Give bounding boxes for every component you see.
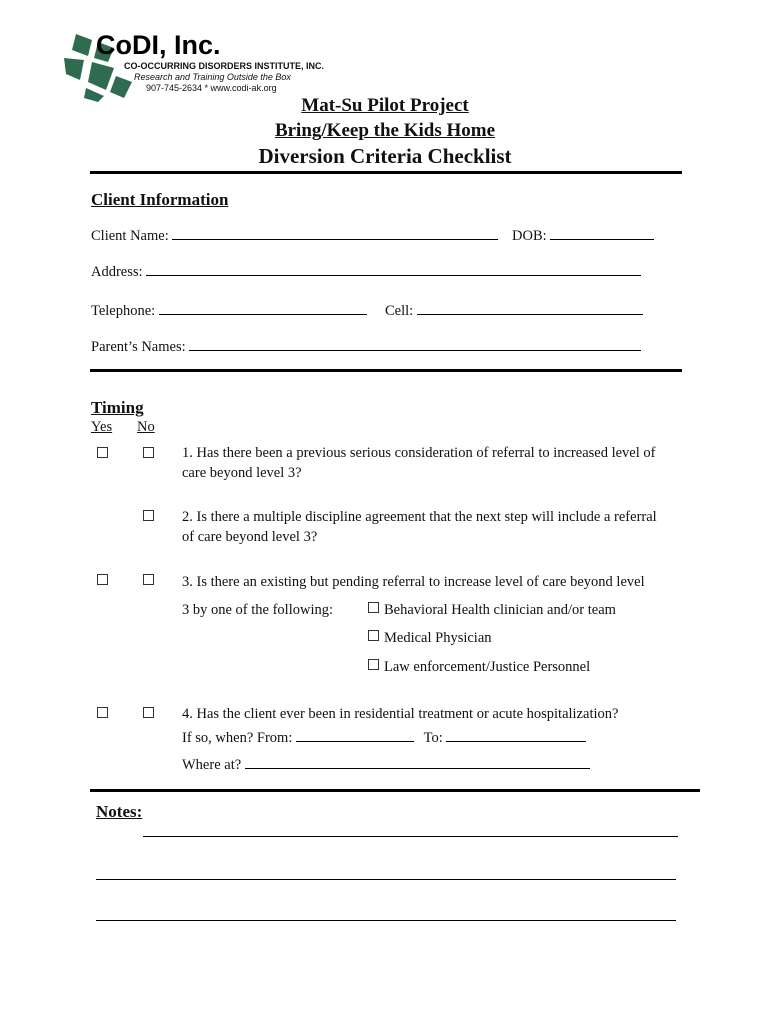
q3-option-3-checkbox[interactable] [368,659,379,670]
cell-row [385,303,643,320]
q1-text-line-1: 1. Has there been a previous serious consideration of referral to increased level of [182,445,656,461]
q4-to-field[interactable] [446,730,586,742]
client-name-field[interactable] [172,228,498,240]
q4-from-field[interactable] [296,730,414,742]
client-name-label: Client Name: [91,228,169,244]
parents-label: Parent’s Names: [91,339,186,355]
q2-no-checkbox[interactable] [143,510,154,521]
q4-where-field[interactable] [245,757,590,769]
header-divider [90,171,682,174]
q4-where-label: Where at? [182,757,242,773]
notes-line-3[interactable] [96,920,676,921]
q1-text-line-2: care beyond level 3? [182,465,302,481]
logo-line-2: Research and Training Outside the Box [134,72,291,82]
notes-heading: Notes: [96,802,143,821]
q4-from-label: If so, when? From: [182,730,293,746]
q1-yes-checkbox[interactable] [97,447,108,458]
q3-option-1-label: Behavioral Health clinician and/or team [384,602,616,618]
q1-no-checkbox[interactable] [143,447,154,458]
logo-name: CoDI, Inc. [96,30,221,60]
q3-no-checkbox[interactable] [143,574,154,585]
q2-text-line-2: of care beyond level 3? [182,529,318,545]
parents-field[interactable] [189,339,641,351]
parents-row [91,339,641,356]
timing-divider [90,789,700,792]
logo-line-1: CO-OCCURRING DISORDERS INSTITUTE, INC. [124,61,325,71]
cell-label: Cell: [385,303,414,319]
q3-text-line-2: 3 by one of the following: [182,602,334,618]
project-title: Mat-Su Pilot Project [301,95,469,116]
q4-yes-checkbox[interactable] [97,707,108,718]
address-row [91,264,641,281]
q3-option-2-checkbox[interactable] [368,630,379,641]
q3-option-3-label: Law enforcement/Justice Personnel [384,659,591,675]
client-divider [90,369,682,372]
q4-no-checkbox[interactable] [143,707,154,718]
q3-option-1-checkbox[interactable] [368,602,379,613]
dob-label: DOB: [512,228,547,244]
q3-yes-checkbox[interactable] [97,574,108,585]
project-subtitle: Bring/Keep the Kids Home [274,120,496,141]
yes-column-label: Yes [91,419,113,435]
cell-field[interactable] [417,303,643,315]
q4-text-line-1: 4. Has the client ever been in residential treatment or acute hospitalization? [182,706,619,722]
dob-row [512,228,654,245]
q3-text-line-1: 3. Is there an existing but pending referral to increase level of care beyond level [182,574,645,590]
telephone-field[interactable] [159,303,367,315]
telephone-row [91,303,367,320]
address-field[interactable] [146,264,641,276]
q4-where-row [182,757,590,774]
q4-to-label: To: [423,730,443,746]
timing-heading: Timing [91,398,144,417]
logo-line-3: 907-745-2634 * www.codi-ak.org [146,83,277,93]
notes-line-1[interactable] [143,836,678,837]
client-info-heading: Client Information [91,190,229,209]
no-column-label: No [137,419,155,435]
address-label: Address: [91,264,143,280]
notes-line-2[interactable] [96,879,676,880]
page-title: Diversion Criteria Checklist [258,144,512,168]
client-name-row [91,228,498,245]
telephone-label: Telephone: [91,303,156,319]
q2-text-line-1: 2. Is there a multiple discipline agreement that the next step will include a referral [182,509,657,525]
q3-option-2-label: Medical Physician [384,630,492,646]
dob-field[interactable] [550,228,654,240]
q4-when-row [182,730,586,747]
